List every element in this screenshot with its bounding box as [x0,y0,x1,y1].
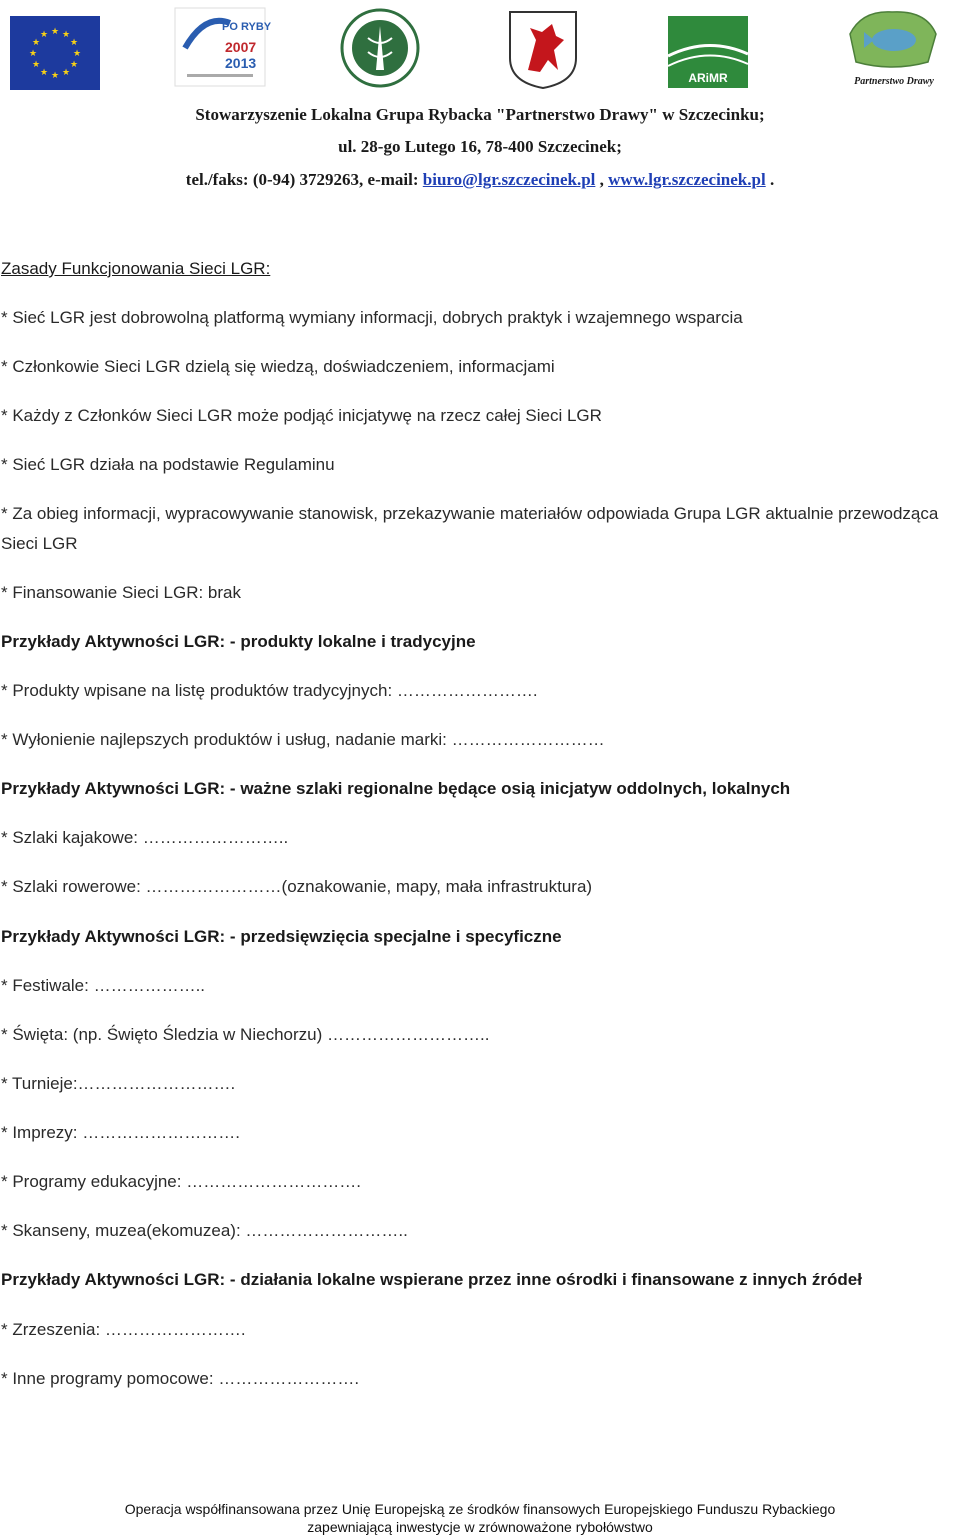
list-item: * Szlaki rowerowe: ……………………(oznakowanie, mapy, mała infrastruktura) [1,877,593,896]
rule-item: * Członkowie Sieci LGR dzielą się wiedzą, doświadczeniem, informacjami [1,357,555,376]
org-address: ul. 28-go Lutego 16, 78-400 Szczecinek; [338,137,622,156]
arimr-logo [668,16,748,102]
section-heading: Przykłady Aktywności LGR: - działania lokalne wspierane przez inne ośrodki i finansowane z innych źródeł [1,1270,862,1289]
list-item: * Szlaki kajakowe: …………………….. [1,828,289,847]
contact-suffix: . [765,170,775,189]
list-item: * Wyłonienie najlepszych produktów i usług, nadanie marki: ……………………… [1,730,605,749]
list-item: * Produkty wpisane na listę produktów tradycyjnych: ……………………. [1,681,538,700]
svg-text:★: ★ [50,71,60,81]
pory-logo [175,8,272,94]
svg-text:2013: 2013 [225,55,257,71]
rule-item: * Za obieg informacji, wypracowywanie stanowisk, przekazywanie materiałów odpowiada Grupa LGR aktualnie przewodząca Sieci LGR [1,504,939,553]
org-name: Stowarzyszenie Lokalna Grupa Rybacka "Partnerstwo Drawy" w Szczecinku; [195,105,765,124]
svg-text:★: ★ [69,60,79,70]
svg-text:★: ★ [69,38,79,48]
list-item: * Programy edukacyjne: …………………………. [1,1172,361,1191]
svg-text:★: ★ [39,30,49,40]
rule-item: * Sieć LGR działa na podstawie Regulaminu [1,455,335,474]
contact-separator: , [595,170,609,189]
svg-text:★: ★ [61,68,71,78]
svg-text:★: ★ [31,60,41,70]
list-item: * Inne programy pomocowe: ……………………. [1,1369,360,1388]
section-heading: Przykłady Aktywności LGR: - produkty lokalne i tradycyjne [1,632,476,651]
section-heading: Przykłady Aktywności LGR: - ważne szlaki regionalne będące osią inicjatyw oddolnych, lokalnych [1,779,791,798]
svg-text:Partnerstwo Drawy: Partnerstwo Drawy [854,76,934,87]
svg-text:★: ★ [28,49,38,59]
seal-logo [338,8,422,94]
email-link[interactable]: biuro@lgr.szczecinek.pl [422,170,596,189]
list-item: * Zrzeszenia: ……………………. [1,1320,246,1339]
griffin-logo [508,10,578,96]
rule-item: * Sieć LGR jest dobrowolną platformą wymiany informacji, dobrych praktyk i wzajemnego wsparcia [1,308,743,327]
list-item: * Imprezy: ………………………. [1,1123,240,1142]
footer-line-2: zapewniającą inwestycje w zrównoważone rybołówstwo [307,1519,653,1535]
list-item: * Festiwale: ……………….. [1,976,206,995]
list-item: * Święta: (np. Święto Śledzia w Niechorzu) ……………………….. [1,1025,490,1044]
contact-prefix: tel./faks: (0-94) 3729263, e-mail: [185,170,423,189]
svg-text:PO RYBY: PO RYBY [222,21,272,33]
svg-text:★: ★ [72,49,82,59]
rule-item: * Finansowanie Sieci LGR: brak [1,583,242,602]
svg-text:★: ★ [61,30,71,40]
svg-text:★: ★ [39,68,49,78]
list-item: * Skanseny, muzea(ekomuzea): ……………………….. [1,1221,408,1240]
list-item: * Turnieje:………………………. [1,1074,236,1093]
section-heading: Przykłady Aktywności LGR: - przedsięwzięcia specjalne i specyficzne [1,927,562,946]
website-link[interactable]: www.lgr.szczecinek.pl [608,170,766,189]
eu-flag-logo [10,16,100,102]
svg-text:2007: 2007 [225,39,257,55]
footer-line-1: Operacja współfinansowana przez Unię Europejską ze środków finansowych Europejskiego Funduszu Rybackiego [124,1501,836,1517]
svg-text:★: ★ [31,38,41,48]
lgr-logo [842,4,942,90]
rule-item: * Każdy z Członków Sieci LGR może podjąć inicjatywę na rzecz całej Sieci LGR [1,406,602,425]
griffin-crest-icon [508,10,578,90]
org-contact [0,170,960,190]
page-title: Zasady Funkcjonowania Sieci LGR: [1,259,271,278]
svg-text:ARiMR: ARiMR [688,71,728,85]
svg-text:★: ★ [50,27,60,37]
seal-icon [338,8,422,88]
eu-flag-icon [10,16,100,90]
